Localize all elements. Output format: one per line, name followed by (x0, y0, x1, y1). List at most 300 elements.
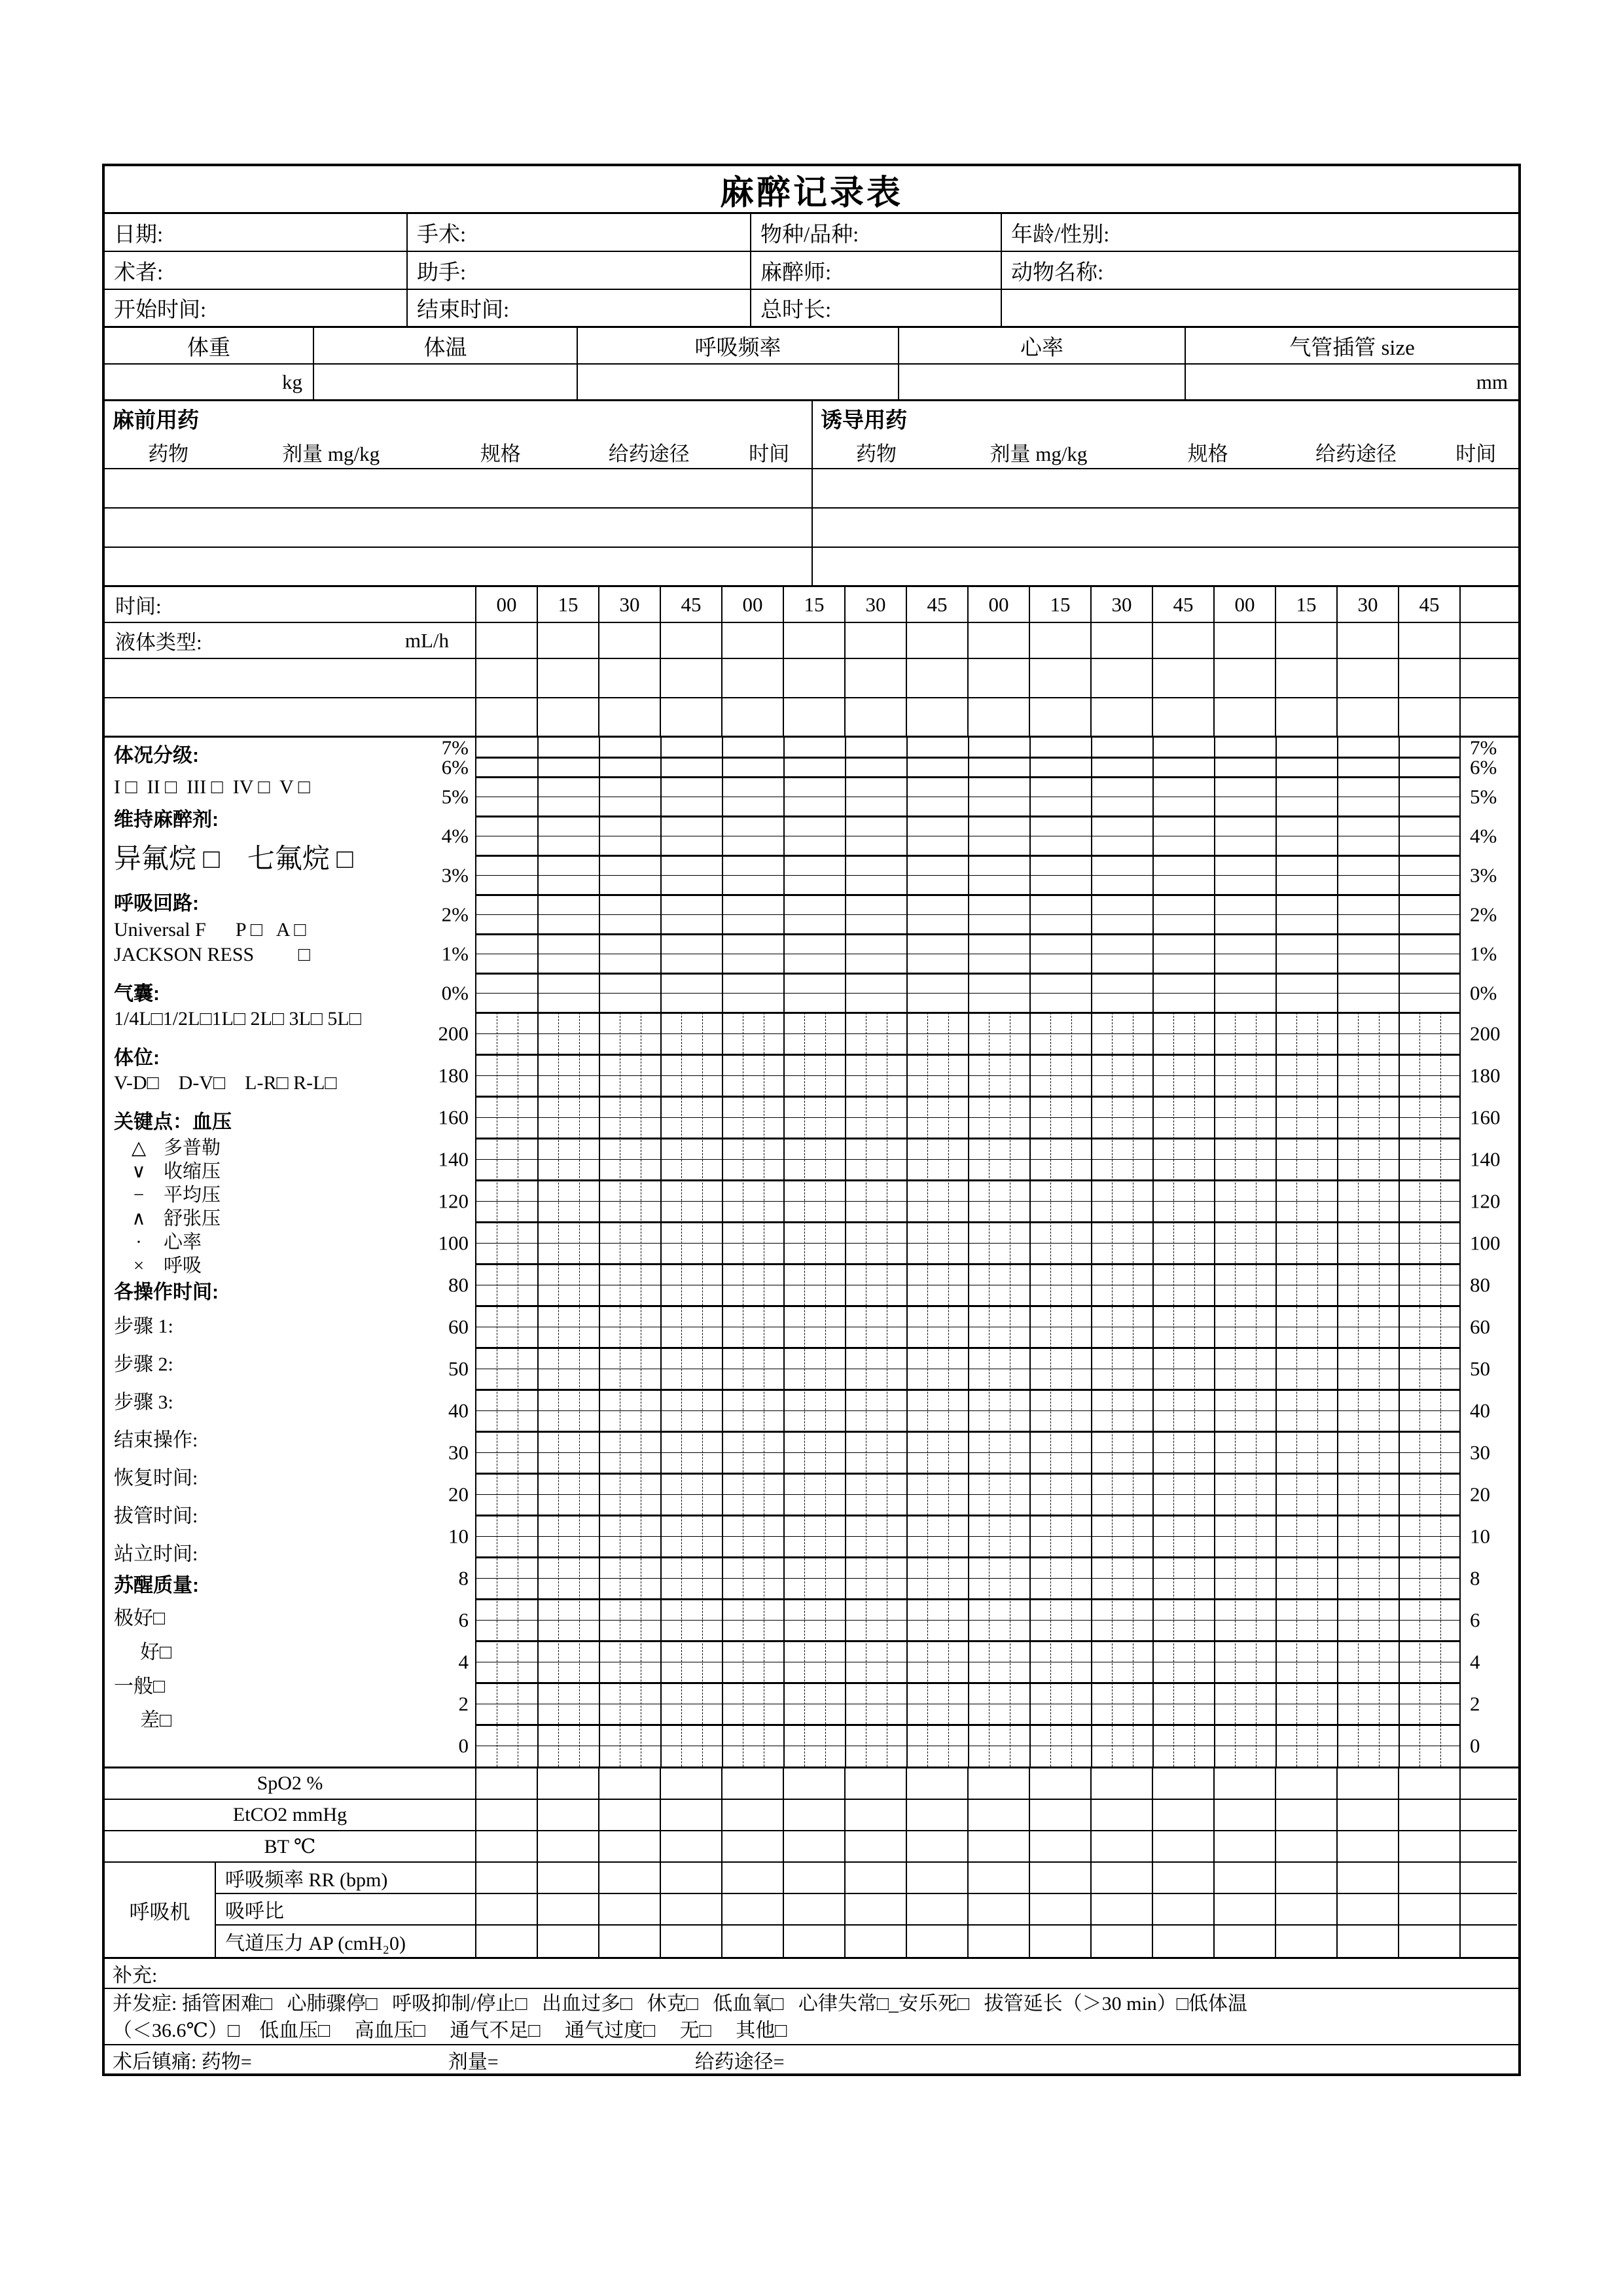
monitor-cell[interactable] (1092, 1800, 1153, 1831)
monitor-cell[interactable] (907, 1800, 969, 1831)
fluid-cell[interactable] (846, 659, 907, 697)
monitor-cell[interactable] (784, 1768, 846, 1800)
info-label: 术者: (114, 260, 164, 285)
med-col-label: 剂量 mg/kg (282, 442, 380, 465)
percent-axis-label-right: 5% (1470, 785, 1497, 808)
percent-axis-label-right: 1% (1470, 942, 1497, 965)
monitor-cell[interactable] (1030, 1831, 1092, 1863)
vital-axis-label-left: 2 (458, 1692, 469, 1715)
monitor-cell[interactable] (1338, 1768, 1399, 1800)
info-label: 日期: (114, 223, 164, 247)
left-panel-heading: 体位: (114, 1047, 160, 1069)
medication-entry-rows (105, 469, 1518, 587)
fluid-cell[interactable] (722, 698, 784, 736)
complications-row[interactable] (105, 1989, 1518, 2045)
fluid-cell[interactable] (969, 698, 1030, 736)
time-extra-cell[interactable] (1461, 587, 1517, 622)
time-tick-cell[interactable]: 15 (538, 587, 599, 622)
ventilator-sub-label: 吸呼比 (216, 1894, 476, 1926)
monitor-cell[interactable] (1030, 1863, 1092, 1894)
info-field-1-0[interactable] (105, 252, 408, 289)
monitor-cell[interactable] (1276, 1863, 1338, 1894)
monitor-cell[interactable] (969, 1800, 1030, 1831)
info-field-0-2[interactable] (751, 214, 1002, 251)
vital-axis-label-left: 8 (458, 1566, 469, 1590)
left-panel-heading: 各操作时间: (114, 1282, 219, 1303)
monitor-cell[interactable] (1276, 1926, 1338, 1957)
monitor-cell[interactable] (907, 1926, 969, 1957)
fluid-label-cell[interactable] (105, 623, 476, 658)
fluid-cell[interactable] (1092, 659, 1153, 697)
monitor-cell[interactable] (1338, 1831, 1399, 1863)
time-tick-cell[interactable]: 00 (1215, 587, 1276, 622)
fluid-cell[interactable] (476, 623, 538, 658)
fluid-cell[interactable] (1030, 623, 1092, 658)
fluid-cell[interactable] (784, 698, 846, 736)
vital-axis-label-right: 4 (1470, 1650, 1480, 1674)
fluid-cell[interactable] (661, 698, 722, 736)
time-tick-cell[interactable]: 45 (661, 587, 722, 622)
monitor-cell[interactable] (1030, 1768, 1092, 1800)
info-field-2-2[interactable] (751, 290, 1002, 326)
checkbox-line[interactable]: 一般□ (114, 1676, 166, 1697)
monitor-cell[interactable] (1153, 1894, 1215, 1926)
legend-item (114, 1232, 412, 1252)
info-label: 手术: (417, 223, 467, 247)
vital-axis-label-left: 180 (438, 1064, 469, 1087)
monitor-cell[interactable] (969, 1831, 1030, 1863)
med-col-half-0 (105, 435, 813, 468)
monitor-cell[interactable] (907, 1894, 969, 1926)
med-col-half-1 (813, 435, 1518, 468)
fluid-cell[interactable] (784, 659, 846, 697)
monitor-cell[interactable] (1092, 1894, 1153, 1926)
monitor-cell[interactable] (1461, 1768, 1517, 1800)
fluid-cell[interactable] (1215, 623, 1276, 658)
monitor-cell[interactable] (1276, 1894, 1338, 1926)
info-field-2-3[interactable] (1002, 290, 1518, 326)
monitor-cell[interactable] (538, 1894, 599, 1926)
info-label: 助手: (417, 260, 467, 285)
fluid-cell[interactable] (538, 623, 599, 658)
fluid-cell[interactable] (1030, 659, 1092, 697)
monitor-cell[interactable] (1030, 1894, 1092, 1926)
info-field-1-3[interactable] (1002, 252, 1518, 289)
fluid-cell[interactable] (1153, 698, 1215, 736)
monitor-cell[interactable] (599, 1863, 661, 1894)
monitor-cell[interactable] (538, 1926, 599, 1957)
time-field-label[interactable]: 步骤 3: (114, 1391, 173, 1413)
monitor-cell[interactable] (846, 1831, 907, 1863)
time-row-label-cell: 时间: (105, 587, 476, 622)
induction-entry-cell[interactable] (813, 548, 1518, 585)
monitor-cell[interactable] (969, 1768, 1030, 1800)
monitor-cell[interactable] (538, 1831, 599, 1863)
monitor-cell[interactable] (969, 1926, 1030, 1957)
premed-entry-cell[interactable] (105, 469, 813, 507)
time-tick-cell[interactable]: 00 (722, 587, 784, 622)
time-tick-cell[interactable]: 30 (846, 587, 907, 622)
monitor-cell[interactable] (907, 1768, 969, 1800)
fluid-cell[interactable] (969, 659, 1030, 697)
info-field-0-3[interactable] (1002, 214, 1518, 251)
fluid-cell[interactable] (784, 623, 846, 658)
fluid-cell[interactable] (1338, 659, 1399, 697)
grid-horizontal-line (476, 914, 1459, 915)
monitor-cell[interactable] (476, 1768, 538, 1800)
vital-axis-label-right: 120 (1470, 1189, 1501, 1213)
time-field-label[interactable]: 步骤 1: (114, 1316, 173, 1337)
grid-horizontal-line (476, 1515, 1459, 1516)
monitor-cell[interactable] (476, 1863, 538, 1894)
fluid-cell[interactable] (1276, 698, 1338, 736)
monitor-cell[interactable] (1215, 1800, 1276, 1831)
monitor-cell[interactable] (476, 1894, 538, 1926)
monitor-cell[interactable] (1153, 1926, 1215, 1957)
monitor-cell[interactable] (846, 1926, 907, 1957)
fluid-label-cell (105, 698, 476, 736)
monitor-cell[interactable] (1399, 1831, 1461, 1863)
patient-info-section (105, 214, 1518, 328)
monitor-cell[interactable] (1338, 1863, 1399, 1894)
monitor-cell[interactable] (1030, 1926, 1092, 1957)
grid-vertical-line (599, 738, 600, 1767)
monitor-cell[interactable] (1461, 1800, 1517, 1831)
percent-axis-label-right: 2% (1470, 903, 1497, 926)
monitor-cell[interactable] (1399, 1800, 1461, 1831)
fluid-cell[interactable] (722, 623, 784, 658)
left-panel-heading: 呼吸回路: (114, 893, 199, 914)
grid-vertical-line (968, 738, 969, 1767)
fluid-cell[interactable] (1215, 659, 1276, 697)
info-field-0-1[interactable] (408, 214, 751, 251)
monitor-cell[interactable] (1215, 1863, 1276, 1894)
options-panel (105, 738, 412, 1731)
monitor-cell[interactable] (722, 1894, 784, 1926)
fluid-cell[interactable] (599, 698, 661, 736)
fluid-cell[interactable] (1276, 659, 1338, 697)
monitor-cell[interactable] (1153, 1831, 1215, 1863)
fluid-cell[interactable] (1461, 698, 1517, 736)
time-tick-cell[interactable]: 15 (784, 587, 846, 622)
monitor-cell[interactable] (1092, 1926, 1153, 1957)
complications-line2[interactable]: （＜36.6℃）□ 低血压□ 高血压□ 通气不足□ 通气过度□ 无□ 其他□ (113, 2020, 787, 2041)
vital-axis-label-left: 10 (448, 1524, 469, 1548)
monitor-cell[interactable] (846, 1800, 907, 1831)
monitor-cell[interactable] (784, 1831, 846, 1863)
time-tick-cell[interactable]: 15 (1030, 587, 1092, 622)
fluid-cell[interactable] (1030, 698, 1092, 736)
monitor-cell[interactable] (1215, 1894, 1276, 1926)
grid-horizontal-line (476, 1640, 1459, 1642)
time-tick-cell[interactable]: 45 (1153, 587, 1215, 622)
monitor-cell[interactable] (907, 1863, 969, 1894)
info-field-1-1[interactable] (408, 252, 751, 289)
legend-label: 舒张压 (164, 1208, 221, 1229)
grid-vertical-line (537, 738, 539, 1767)
grid-horizontal-line (476, 1389, 1459, 1391)
legend-label: 多普勒 (164, 1138, 221, 1158)
checkbox-line[interactable]: 1/4L□1/2L□1L□ 2L□ 3L□ 5L□ (114, 1008, 361, 1030)
info-field-2-1[interactable] (408, 290, 751, 326)
vitals-value-4[interactable]: mm (1476, 370, 1508, 393)
monitor-cell[interactable] (1153, 1768, 1215, 1800)
vitals-header-0: 体重 (105, 328, 314, 363)
monitor-cell[interactable] (1153, 1800, 1215, 1831)
monitor-cell[interactable] (907, 1831, 969, 1863)
vitals-value-3[interactable] (899, 365, 1186, 399)
percent-axis-label-right: 6% (1470, 755, 1497, 779)
percent-axis-label-right: 7% (1470, 736, 1497, 759)
vitals-header-3: 心率 (899, 328, 1186, 363)
time-tick-cell[interactable]: 45 (1399, 587, 1461, 622)
time-tick-cell[interactable]: 30 (599, 587, 661, 622)
med-col-label: 剂量 mg/kg (990, 442, 1088, 465)
monitor-cell[interactable] (1276, 1800, 1338, 1831)
grid-vertical-line (1029, 738, 1031, 1767)
monitor-cell[interactable] (1030, 1800, 1092, 1831)
monitor-cell[interactable] (661, 1831, 722, 1863)
monitor-cell[interactable] (722, 1863, 784, 1894)
monitor-cell[interactable] (661, 1926, 722, 1957)
time-tick-cell[interactable]: 45 (907, 587, 969, 622)
monitor-cell[interactable] (784, 1894, 846, 1926)
monitor-cell[interactable] (784, 1926, 846, 1957)
vital-axis-label-right: 140 (1470, 1147, 1501, 1171)
monitor-cell[interactable] (1276, 1831, 1338, 1863)
monitor-cell[interactable] (661, 1800, 722, 1831)
time-tick-cell[interactable]: 00 (969, 587, 1030, 622)
monitor-cell[interactable] (1461, 1831, 1517, 1863)
vital-axis-label-right: 200 (1470, 1022, 1501, 1045)
monitor-cell[interactable] (846, 1768, 907, 1800)
monitor-cell[interactable] (538, 1800, 599, 1831)
checkbox-line[interactable]: 极好□ (114, 1607, 166, 1629)
vital-axis-label-left: 20 (448, 1482, 469, 1506)
med-col-label: 规格 (480, 442, 521, 465)
grid-vertical-line (1214, 738, 1215, 1767)
fluid-unit-label: mL/h (404, 628, 449, 652)
fluid-cell[interactable] (1153, 623, 1215, 658)
checkbox-line[interactable]: 好□ (140, 1641, 172, 1663)
vital-axis-label-right: 80 (1470, 1273, 1490, 1297)
grid-horizontal-line (476, 1221, 1459, 1223)
monitor-cell[interactable] (1399, 1863, 1461, 1894)
legend-symbol: × (133, 1255, 145, 1276)
time-field-label[interactable]: 拔管时间: (114, 1505, 198, 1527)
monitor-cell[interactable] (1338, 1926, 1399, 1957)
supplement-row[interactable] (105, 1959, 1518, 1989)
monitor-cell[interactable] (722, 1768, 784, 1800)
analgesia-route-label[interactable]: 给药途径= (694, 2051, 785, 2073)
grid-vertical-line (845, 738, 846, 1767)
checkbox-line[interactable]: 差□ (140, 1710, 172, 1731)
time-tick-cell[interactable]: 00 (476, 587, 538, 622)
vital-axis-label-left: 100 (438, 1231, 469, 1255)
monitor-cell[interactable] (1153, 1863, 1215, 1894)
monitor-cell[interactable] (1461, 1894, 1517, 1926)
time-field-label[interactable]: 恢复时间: (114, 1467, 198, 1489)
time-field-label[interactable]: 步骤 2: (114, 1354, 173, 1375)
monitor-cell[interactable] (661, 1894, 722, 1926)
info-field-0-0[interactable] (105, 214, 408, 251)
fluid-cell[interactable] (1399, 698, 1461, 736)
grid-vertical-line (783, 738, 785, 1767)
vital-axis-label-left: 40 (448, 1399, 469, 1422)
fluid-cell[interactable] (1153, 659, 1215, 697)
time-field-label[interactable]: 站立时间: (114, 1543, 198, 1565)
monitor-cell[interactable] (599, 1831, 661, 1863)
vital-axis-label-right: 60 (1470, 1315, 1490, 1338)
monitor-cell[interactable] (476, 1800, 538, 1831)
monitor-cell[interactable] (1215, 1768, 1276, 1800)
premed-entry-cell[interactable] (105, 509, 813, 547)
monitor-cell[interactable] (599, 1800, 661, 1831)
fluid-cell[interactable] (538, 698, 599, 736)
info-row (105, 290, 1518, 328)
percent-axis-label-right: 4% (1470, 824, 1497, 848)
medication-titles (105, 401, 1518, 435)
fluid-cell[interactable] (476, 698, 538, 736)
premed-entry-cell[interactable] (105, 548, 813, 585)
monitor-cell[interactable] (661, 1863, 722, 1894)
fluid-cell[interactable] (907, 623, 969, 658)
monitor-cell[interactable] (722, 1926, 784, 1957)
checkbox-line[interactable]: I □ II □ III □ IV □ V □ (114, 776, 310, 798)
anesthetic-checkbox-line[interactable]: 异氟烷 □ 七氟烷 □ (114, 844, 353, 874)
vitals-value-0[interactable]: kg (105, 365, 314, 399)
monitor-cell[interactable] (538, 1768, 599, 1800)
grid-vertical-line (1337, 738, 1338, 1767)
monitor-cell[interactable] (1215, 1926, 1276, 1957)
checkbox-line[interactable]: Universal F P □ A □ (114, 919, 306, 941)
monitor-cell[interactable] (1092, 1863, 1153, 1894)
monitor-cell[interactable] (1215, 1831, 1276, 1863)
grid-horizontal-line (476, 993, 1459, 994)
induction-entry-cell[interactable] (813, 509, 1518, 547)
monitor-cell[interactable] (476, 1926, 538, 1957)
info-field-1-2[interactable] (751, 252, 1002, 289)
fluid-cell[interactable] (1338, 623, 1399, 658)
grid-horizontal-line (476, 1012, 1459, 1014)
monitor-cell[interactable] (1461, 1926, 1517, 1957)
time-tick-cell[interactable]: 30 (1338, 587, 1399, 622)
grid-horizontal-line (476, 1138, 1459, 1139)
monitor-cell[interactable] (476, 1831, 538, 1863)
time-field-label[interactable]: 结束操作: (114, 1429, 198, 1451)
fluid-cell[interactable] (907, 659, 969, 697)
analgesia-dose-label[interactable]: 剂量= (448, 2051, 499, 2073)
vitals-value-2[interactable] (578, 365, 899, 399)
monitor-cell[interactable] (599, 1894, 661, 1926)
monitor-cell[interactable] (722, 1800, 784, 1831)
fluid-cell[interactable] (1461, 623, 1517, 658)
legend-symbol: ∧ (132, 1208, 146, 1229)
grid-horizontal-line (476, 933, 1459, 935)
vital-axis-label-right: 30 (1470, 1441, 1490, 1464)
monitor-cell[interactable] (1399, 1768, 1461, 1800)
fluid-cell[interactable] (1338, 698, 1399, 736)
induction-entry-cell[interactable] (813, 469, 1518, 507)
fluid-cell[interactable] (599, 659, 661, 697)
time-tick-cell[interactable]: 30 (1092, 587, 1153, 622)
fluid-cell[interactable] (846, 623, 907, 658)
monitor-cell[interactable] (784, 1863, 846, 1894)
fluid-cell[interactable] (661, 623, 722, 658)
monitor-cell[interactable] (599, 1926, 661, 1957)
fluid-cell[interactable] (846, 698, 907, 736)
monitor-cell[interactable] (1276, 1768, 1338, 1800)
monitor-cell[interactable] (1092, 1831, 1153, 1863)
monitor-cell[interactable] (1399, 1894, 1461, 1926)
monitor-cell[interactable] (1338, 1800, 1399, 1831)
med-col-label: 药物 (148, 442, 189, 465)
info-label: 动物名称: (1011, 260, 1104, 285)
monitor-cell[interactable] (1399, 1926, 1461, 1957)
fluid-cell[interactable] (722, 659, 784, 697)
fluid-cell[interactable] (1092, 623, 1153, 658)
checkbox-line[interactable]: JACKSON RESS □ (114, 944, 310, 965)
monitor-row (105, 1894, 1518, 1926)
fluid-type-row (105, 623, 1518, 659)
postop-analgesia-row[interactable] (105, 2045, 1518, 2073)
percent-axis-label-right: 0% (1470, 981, 1497, 1005)
vital-axis-label-right: 40 (1470, 1399, 1490, 1422)
fluid-cell[interactable] (969, 623, 1030, 658)
monitor-cell[interactable] (784, 1800, 846, 1831)
monitor-cell[interactable] (599, 1768, 661, 1800)
monitor-cell[interactable] (1092, 1768, 1153, 1800)
monitor-cell[interactable] (661, 1768, 722, 1800)
chart-grid[interactable] (476, 738, 1461, 1767)
grid-horizontal-line (476, 875, 1459, 876)
monitor-cell[interactable] (846, 1894, 907, 1926)
fluid-cell[interactable] (661, 659, 722, 697)
time-tick-cell[interactable]: 15 (1276, 587, 1338, 622)
fluid-cell[interactable] (1399, 623, 1461, 658)
fluid-cell[interactable] (1215, 698, 1276, 736)
complications-line1[interactable]: 并发症: 插管困难□ 心肺骤停□ 呼吸抑制/停止□ 出血过多□ 休克□ 低血氧□ 心律失常□_安乐死□ 拔管延长（＞30 min）□低体温 (113, 1993, 1247, 2015)
grid-vertical-line (1091, 738, 1092, 1767)
fluid-cell[interactable] (1092, 698, 1153, 736)
grid-horizontal-line (476, 1536, 1459, 1537)
fluid-cell[interactable] (1276, 623, 1338, 658)
monitor-cell[interactable] (722, 1831, 784, 1863)
monitor-cell[interactable] (538, 1863, 599, 1894)
monitor-cell[interactable] (969, 1894, 1030, 1926)
monitor-cell[interactable] (969, 1863, 1030, 1894)
fluid-cell[interactable] (1399, 659, 1461, 697)
fluid-cell[interactable] (538, 659, 599, 697)
ventilator-label-cell: 呼吸机 (105, 1863, 216, 1957)
monitor-cell[interactable] (1461, 1863, 1517, 1894)
med-entry-row (105, 469, 1518, 509)
info-field-2-0[interactable] (105, 290, 408, 326)
monitor-cell[interactable] (846, 1863, 907, 1894)
analgesia-drug-label[interactable]: 术后镇痛: 药物= (113, 2051, 252, 2073)
vitals-value-1[interactable] (314, 365, 578, 399)
fluid-cell[interactable] (907, 698, 969, 736)
fluid-cell[interactable] (1461, 659, 1517, 697)
vital-axis-label-left: 80 (448, 1273, 469, 1297)
time-header-row (105, 587, 1518, 623)
fluid-cell[interactable] (476, 659, 538, 697)
legend-item (114, 1185, 412, 1205)
fluid-cell[interactable] (599, 623, 661, 658)
checkbox-line[interactable]: V-D□ D-V□ L-R□ R-L□ (114, 1072, 337, 1094)
legend-symbol: ∨ (132, 1161, 146, 1182)
monitor-cell[interactable] (1338, 1894, 1399, 1926)
